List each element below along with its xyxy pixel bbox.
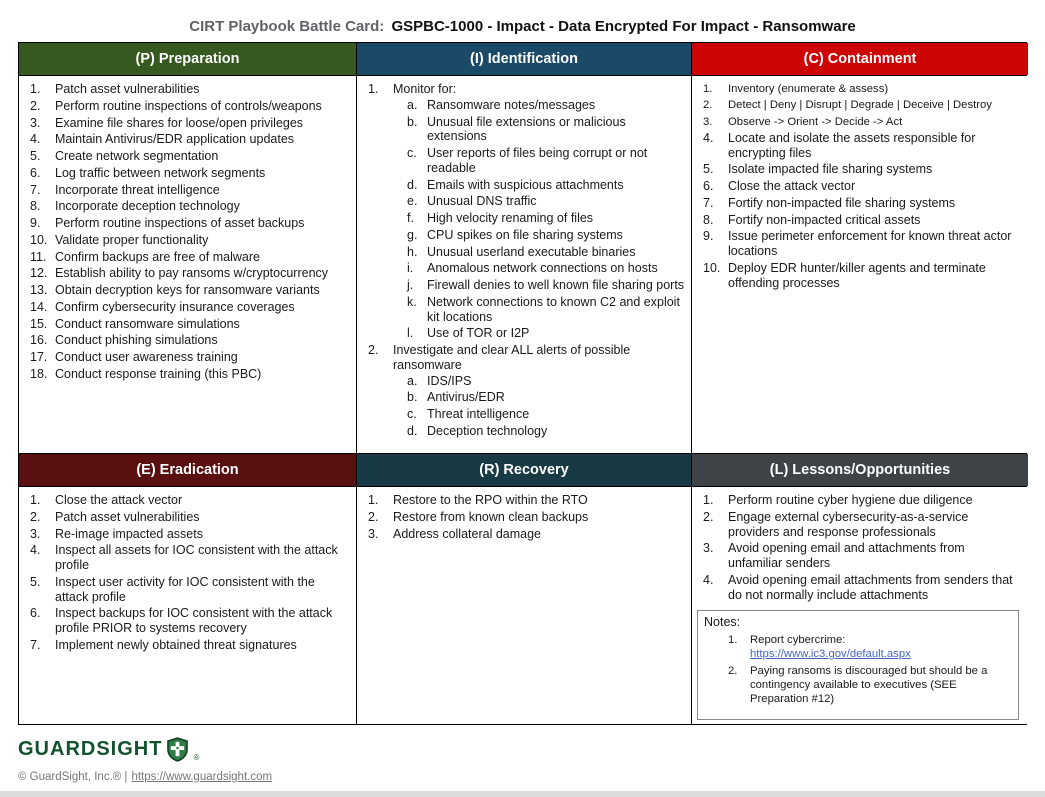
list-item — [23, 116, 350, 131]
list-item — [704, 633, 1010, 661]
list-item-text: Close the attack vector — [728, 179, 856, 194]
list-item-text: Restore to the RPO within the RTO — [393, 493, 588, 507]
guardsight-logo-text: GUARDSIGHT — [18, 738, 163, 760]
list-item-text: Inspect all assets for IOC consistent with the attack profile — [55, 543, 338, 572]
list-item-text: Maintain Antivirus/EDR application updates — [55, 132, 295, 147]
list-item-text: Fortify non-impacted critical assets — [728, 212, 921, 227]
list-item-text: Inventory (enumerate & assess) — [728, 83, 889, 95]
list-item-text: Monitor for: — [393, 82, 457, 96]
list-item — [23, 367, 350, 382]
note-link[interactable]: https://www.ic3.gov/default.aspx — [750, 648, 911, 661]
list-item-text: Report cybercrime: — [750, 634, 846, 646]
list-item-text: Avoid opening email and attachments from unfamiliar senders — [728, 541, 965, 570]
page-bottom-edge — [0, 791, 1045, 797]
list-item — [696, 261, 1022, 291]
list-item — [23, 317, 350, 332]
list-item-text: Paying ransoms is discouraged but should be a contingency available to executives (SEE Preparation #12) — [750, 665, 988, 706]
list-item-text: Restore from known clean backups — [393, 509, 589, 524]
list-item — [696, 98, 1022, 112]
list-item — [23, 527, 350, 542]
list-item-text: Implement newly obtained threat signatures — [55, 637, 297, 652]
eradication-list — [23, 493, 350, 653]
list-item — [23, 606, 350, 636]
list-item — [361, 343, 685, 439]
list-item — [696, 493, 1022, 508]
list-item-text: Create network segmentation — [55, 149, 219, 163]
list-item — [23, 510, 350, 525]
sub-list-item: IDS/IPS — [427, 373, 472, 388]
sub-list-item: Unusual file extensions or malicious extensions — [427, 114, 626, 144]
list-item-text: Examine file shares for loose/open privileges — [55, 115, 304, 130]
list-item-text: Confirm cybersecurity insurance coverages — [55, 299, 295, 314]
list-item — [23, 266, 350, 281]
list-item-text: Obtain decryption keys for ransomware variants — [55, 283, 320, 297]
identification-header: (I) Identification — [357, 43, 691, 75]
list-item — [696, 213, 1022, 228]
list-item — [361, 510, 685, 525]
list-item — [23, 183, 350, 198]
recovery-body — [357, 487, 691, 724]
preparation-header: (P) Preparation — [19, 43, 356, 75]
containment-header: (C) Containment — [692, 43, 1028, 75]
list-item — [361, 82, 685, 341]
list-item-text: Fortify non-impacted file sharing systems — [728, 195, 956, 210]
list-item-text: Observe -> Orient -> Decide -> Act — [728, 115, 903, 128]
list-item-text: Perform routine inspections of controls/weapons — [55, 98, 322, 113]
sub-list-item: CPU spikes on file sharing systems — [427, 227, 623, 242]
eradication-body — [19, 487, 356, 724]
containment-list — [696, 82, 1022, 290]
list-item-text: Patch asset vulnerabilities — [55, 82, 200, 96]
sub-list — [407, 374, 685, 439]
list-item-text: Engage external cybersecurity-as-a-service providers and response professionals — [728, 509, 969, 539]
sub-list-item: Antivirus/EDR — [427, 390, 505, 405]
list-item-text: Perform routine inspections of asset backups — [55, 216, 305, 230]
list-item — [23, 166, 350, 181]
eradication-header: (E) Eradication — [19, 454, 356, 486]
page-title — [0, 18, 1045, 35]
list-item-text: Deploy EDR hunter/killer agents and terminate offending processes — [728, 260, 986, 290]
list-item-text: Incorporate threat intelligence — [55, 182, 220, 197]
list-item-text: Investigate and clear ALL alerts of possible ransomware — [393, 343, 631, 372]
preparation-body — [19, 76, 356, 453]
list-item — [696, 162, 1022, 177]
list-item-text: Validate proper functionality — [55, 232, 209, 247]
list-item-text: Address collateral damage — [393, 526, 541, 541]
sub-list-item: Unusual DNS traffic — [427, 194, 537, 209]
list-item — [696, 541, 1022, 571]
list-item-text: Isolate impacted file sharing systems — [728, 162, 933, 177]
list-item — [696, 179, 1022, 194]
list-item — [23, 99, 350, 114]
sub-list-item: Network connections to known C2 and exploit kit locations — [427, 294, 680, 324]
list-item — [696, 196, 1022, 211]
notes-label: Notes: — [704, 615, 741, 630]
sub-list-item: Firewall denies to well known file sharing ports — [427, 278, 685, 292]
list-item-text: Inspect user activity for IOC consistent with the attack profile — [55, 574, 315, 604]
title-main: GSPBC-1000 - Impact - Data Encrypted For Impact - Ransomware — [391, 18, 856, 35]
notes-box — [697, 610, 1019, 719]
list-item — [23, 132, 350, 147]
list-item-text: Incorporate deception technology — [55, 199, 240, 214]
registered-mark: ® — [193, 753, 200, 762]
sub-list-item: User reports of files being corrupt or not readable — [427, 146, 648, 175]
list-item — [23, 543, 350, 573]
list-item — [23, 250, 350, 265]
list-item — [23, 575, 350, 605]
list-item-text: Avoid opening email attachments from senders that do not normally include attachments — [728, 572, 1013, 602]
sub-list — [407, 98, 685, 341]
list-item-text: Perform routine cyber hygiene due diligence — [728, 493, 973, 507]
copyright-text: © GuardSight, Inc.® | — [18, 771, 128, 783]
notes-list — [704, 633, 1010, 707]
list-item — [23, 333, 350, 348]
battle-card-grid — [18, 42, 1027, 725]
lessons-list — [696, 493, 1022, 602]
list-item — [696, 82, 1022, 96]
list-item — [361, 493, 685, 508]
list-item — [696, 510, 1022, 540]
title-prefix: CIRT Playbook Battle Card: — [189, 18, 385, 35]
list-item-text: Detect | Deny | Disrupt | Degrade | Deceive | Destroy — [728, 99, 992, 112]
list-item-text: Conduct user awareness training — [55, 350, 238, 364]
footer — [18, 737, 272, 783]
list-item-text: Conduct response training (this PBC) — [55, 366, 262, 381]
list-item — [696, 115, 1022, 129]
guardsight-link[interactable]: https://www.guardsight.com — [131, 771, 273, 783]
list-item-text: Close the attack vector — [55, 493, 183, 507]
preparation-list — [23, 82, 350, 382]
list-item-text: Re-image impacted assets — [55, 526, 203, 541]
sub-list-item: Threat intelligence — [427, 407, 530, 421]
list-item-text: Conduct phishing simulations — [55, 333, 218, 348]
list-item — [704, 664, 1010, 706]
sub-list-item: Anomalous network connections on hosts — [427, 261, 658, 276]
sub-list-item: Use of TOR or I2P — [427, 326, 530, 341]
list-item — [696, 573, 1022, 603]
list-item — [23, 638, 350, 653]
recovery-header: (R) Recovery — [357, 454, 691, 486]
list-item — [23, 82, 350, 97]
list-item — [23, 283, 350, 298]
lessons-body — [692, 487, 1028, 724]
sub-list-item: Ransomware notes/messages — [427, 97, 596, 112]
list-item — [23, 350, 350, 365]
list-item — [696, 229, 1022, 259]
list-item — [696, 131, 1022, 161]
recovery-list — [361, 493, 685, 541]
list-item-text: Issue perimeter enforcement for known threat actor locations — [728, 229, 1012, 259]
identification-list — [361, 82, 685, 439]
lessons-header: (L) Lessons/Opportunities — [692, 454, 1028, 486]
list-item-text: Conduct ransomware simulations — [55, 316, 240, 331]
list-item — [23, 300, 350, 315]
guardsight-logo — [18, 737, 272, 762]
list-item-text: Locate and isolate the assets responsible for encrypting files — [728, 130, 976, 160]
list-item — [23, 216, 350, 231]
list-item-text: Inspect backups for IOC consistent with the attack profile PRIOR to systems recovery — [55, 606, 333, 635]
list-item — [361, 527, 685, 542]
sub-list-item: Deception technology — [427, 423, 548, 438]
copyright-line — [18, 771, 272, 783]
sub-list-item: Emails with suspicious attachments — [427, 177, 624, 192]
containment-body — [692, 76, 1028, 453]
list-item-text: Establish ability to pay ransoms w/cryptocurrency — [55, 266, 329, 281]
identification-body — [357, 76, 691, 453]
sub-list-item: Unusual userland executable binaries — [427, 244, 636, 259]
list-item-text: Confirm backups are free of malware — [55, 249, 260, 264]
list-item-text: Patch asset vulnerabilities — [55, 509, 200, 524]
list-item — [23, 149, 350, 164]
shield-icon — [167, 737, 188, 762]
list-item — [23, 233, 350, 248]
sub-list-item: High velocity renaming of files — [427, 211, 594, 225]
list-item — [23, 493, 350, 508]
list-item — [23, 199, 350, 214]
list-item-text: Log traffic between network segments — [55, 165, 266, 180]
